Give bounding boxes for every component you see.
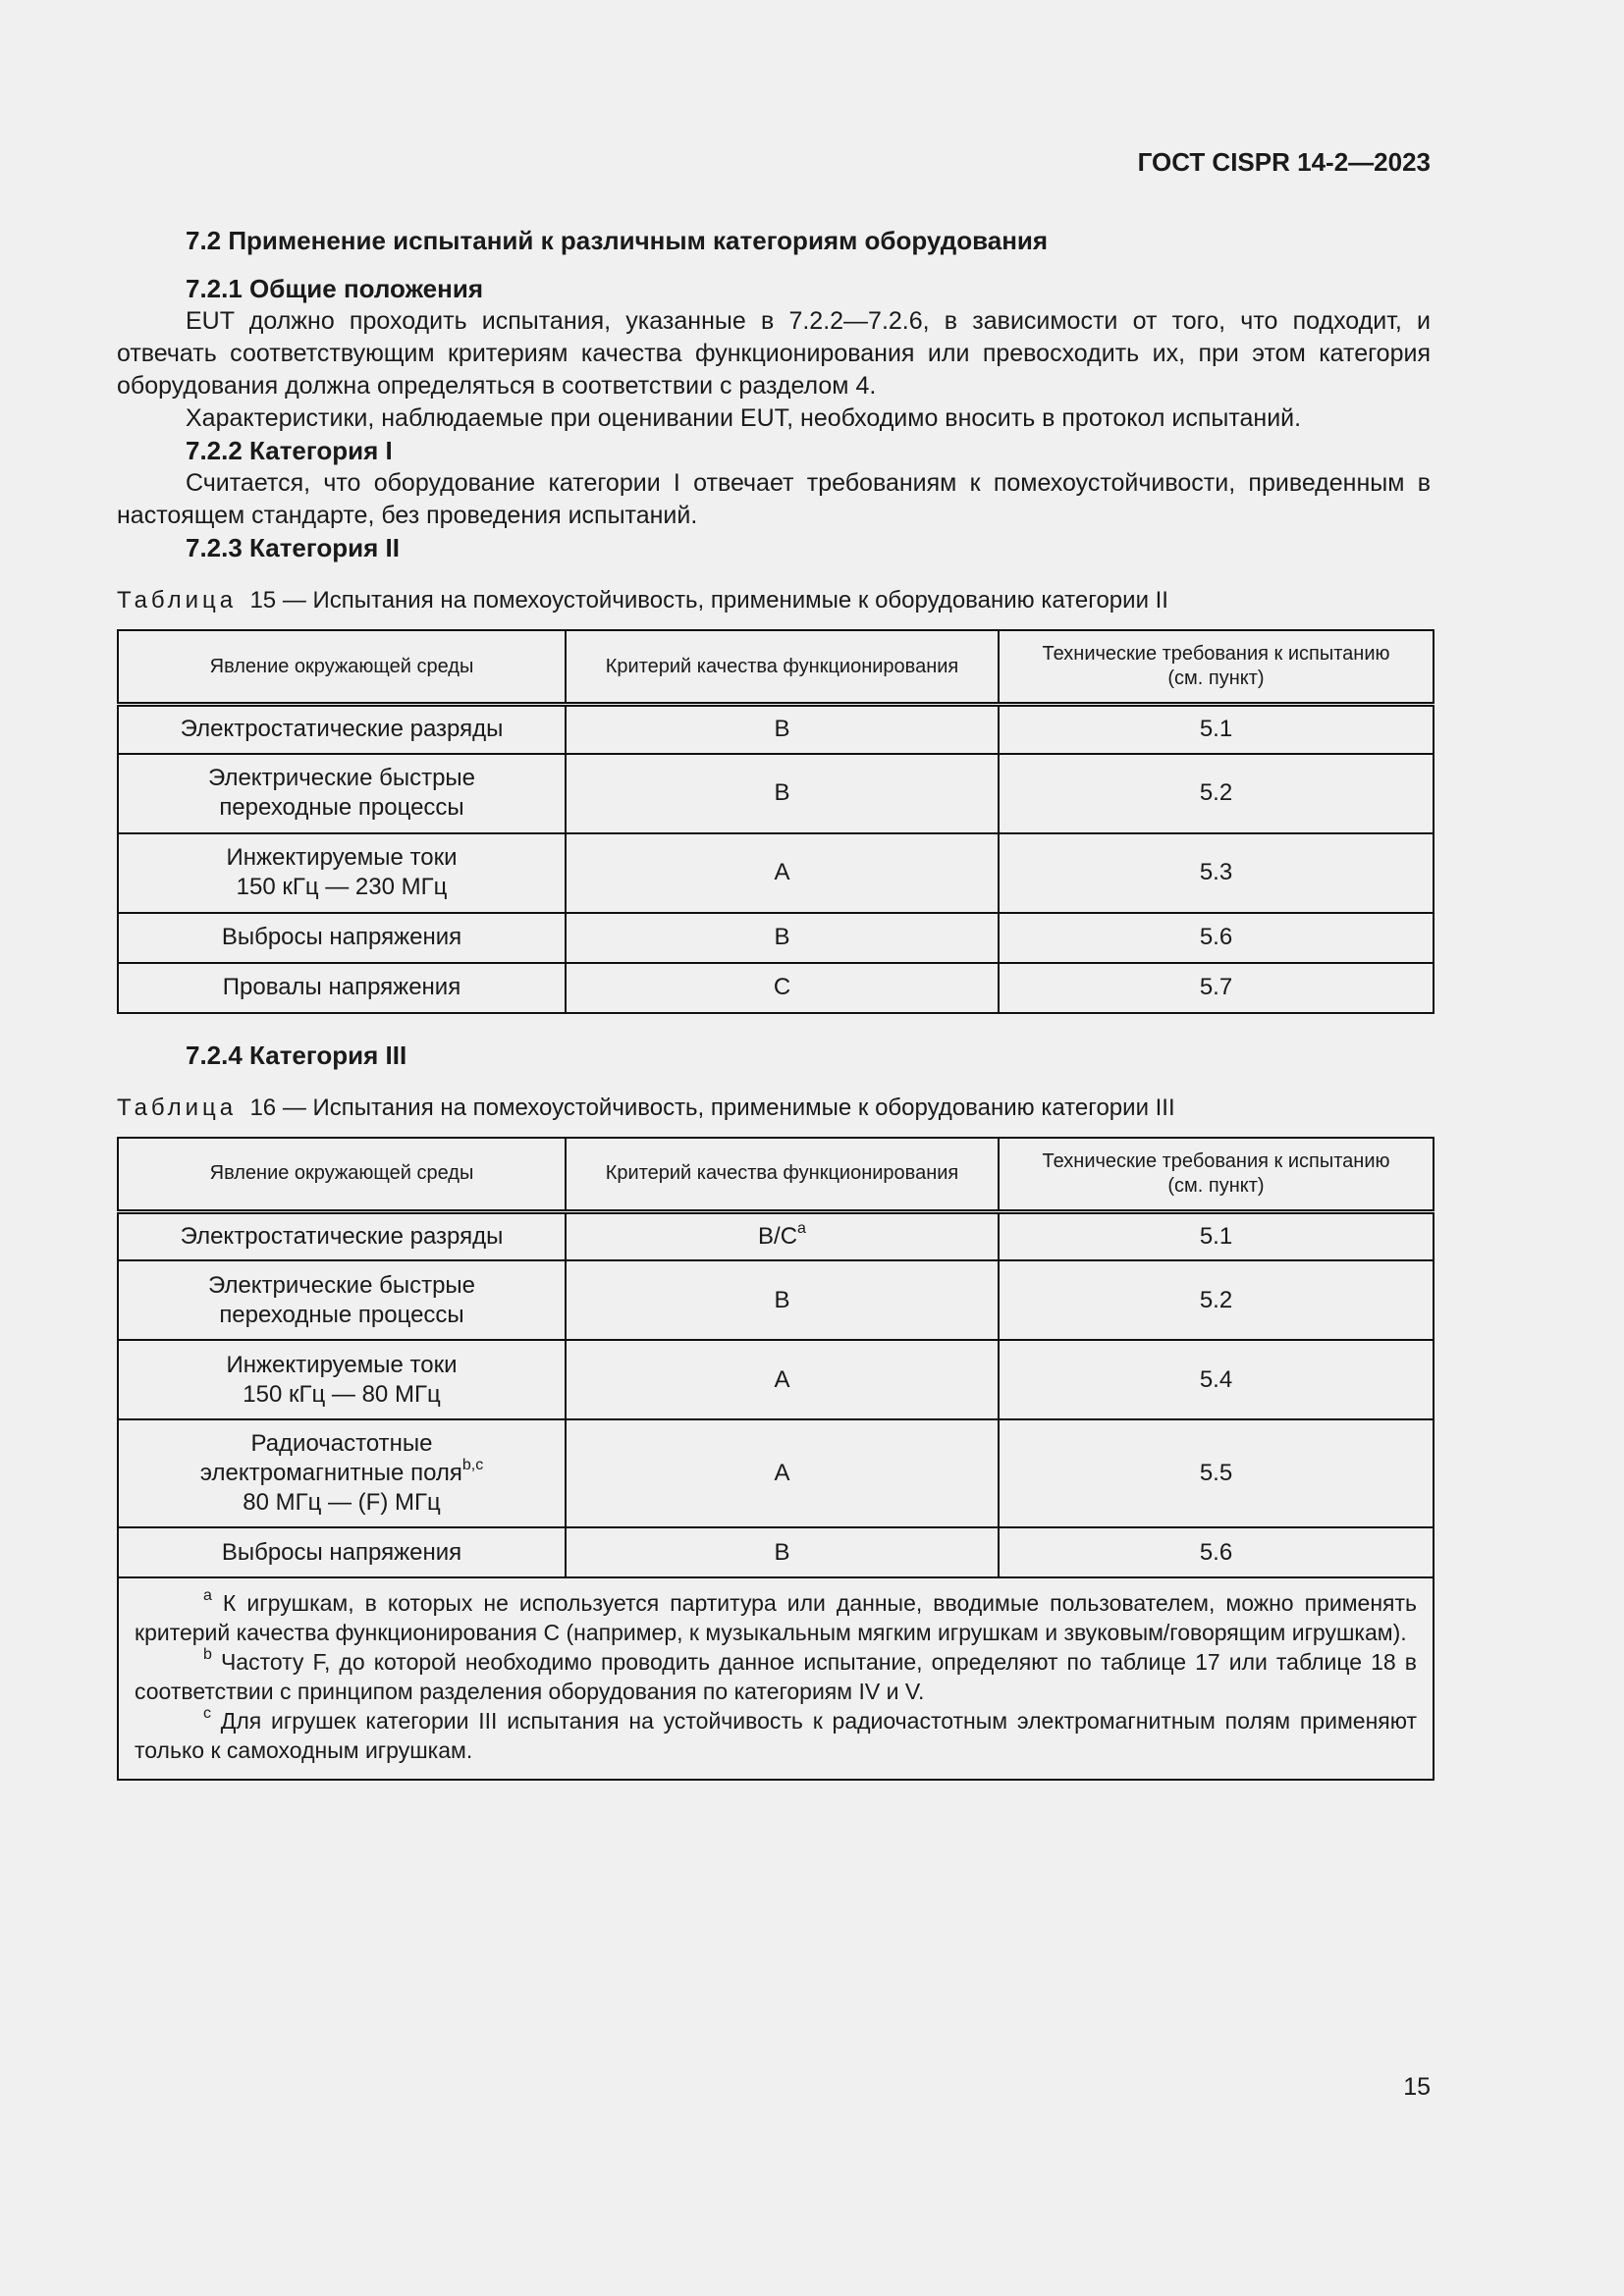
- section-7-2-title: 7.2 Применение испытаний к различным категориям оборудования: [186, 226, 1049, 255]
- table-15-cell: 5.6: [999, 913, 1434, 963]
- table-15-cell: 5.3: [999, 833, 1434, 913]
- table-16-cell: B: [566, 1527, 999, 1577]
- table-16: [117, 1137, 1435, 1782]
- footnote-mark: c: [203, 1705, 211, 1723]
- table-16-cell: Электрические быстрые переходные процессы: [118, 1260, 566, 1340]
- table-15-header-criterion: Критерий качества функционирования: [566, 630, 999, 705]
- table-15-cell: Выбросы напряжения: [118, 913, 566, 963]
- table-16-cell: Инжектируемые токи 150 кГц — 80 МГц: [118, 1340, 566, 1419]
- table-16-cell: 5.4: [999, 1340, 1434, 1419]
- page-content: [117, 224, 1431, 1781]
- footnote-ref-a: a: [797, 1219, 806, 1237]
- phenomenon-line: Радиочастотные: [250, 1430, 433, 1457]
- table-15-cell: B: [566, 754, 999, 833]
- table-15-cell: C: [566, 963, 999, 1013]
- table-16-cell: A: [566, 1340, 999, 1419]
- section-7-2-2-paragraph: Считается, что оборудование категории I отвечает требованиям к помехоустойчивости, приведенным в настоящем стандарте, без проведения испытаний.: [117, 469, 1431, 529]
- table-16-cell: B: [566, 1260, 999, 1340]
- document-id-header: ГОСТ CISPR 14-2—2023: [1137, 147, 1431, 177]
- table-15-cell: Электростатические разряды: [118, 705, 566, 754]
- table-16-footnotes-row: [118, 1577, 1434, 1780]
- footnote-b: [135, 1647, 1417, 1706]
- footnote-text: К игрушкам, в которых не используется партитура или данные, вводимые пользователем, можно применять критерий качества функционирования C (например, к музыкальным мягким игрушкам и звуковым/говорящим игрушкам).: [135, 1590, 1417, 1645]
- table-row: [118, 1211, 1434, 1260]
- table-row: [118, 1260, 1434, 1340]
- table-15-cell: A: [566, 833, 999, 913]
- table-15-cell: 5.1: [999, 705, 1434, 754]
- table-15-header-clause: Технические требования к испытанию (см. пункт): [999, 630, 1434, 705]
- footnote-mark: a: [203, 1587, 212, 1605]
- table-row: [118, 1340, 1434, 1419]
- table-16-caption: [117, 1094, 1431, 1123]
- footnote-mark: b: [203, 1646, 212, 1664]
- section-7-2-3-title: 7.2.3 Категория II: [186, 533, 400, 562]
- table-15-caption: [117, 586, 1431, 615]
- table-16-header-row: [118, 1138, 1434, 1212]
- table-row: [118, 705, 1434, 754]
- table-row: [118, 833, 1434, 913]
- table-15-cell: 5.7: [999, 963, 1434, 1013]
- footnote-a: [135, 1588, 1417, 1647]
- table-row: [118, 1527, 1434, 1577]
- table-15-header-row: [118, 630, 1434, 705]
- table-15-caption-word: Таблица: [117, 587, 238, 614]
- table-15-cell: Инжектируемые токи 150 кГц — 230 МГц: [118, 833, 566, 913]
- footnote-c: [135, 1706, 1417, 1765]
- phenomenon-line: 80 МГц — (F) МГц: [243, 1489, 441, 1516]
- table-15-caption-text: 15 — Испытания на помехоустойчивость, применимые к оборудованию категории II: [249, 587, 1168, 614]
- table-16-cell: [118, 1419, 566, 1527]
- table-row: [118, 754, 1434, 833]
- page-number: 15: [1403, 2073, 1431, 2101]
- footnote-ref-bc: b,c: [461, 1457, 484, 1473]
- table-16-cell: [566, 1211, 999, 1260]
- section-7-2-2-title: 7.2.2 Категория I: [186, 436, 393, 465]
- table-16-header-criterion: Критерий качества функционирования: [566, 1138, 999, 1212]
- table-row: [118, 1419, 1434, 1527]
- criterion-value: B/C: [758, 1222, 798, 1250]
- table-15-cell: 5.2: [999, 754, 1434, 833]
- table-15: [117, 629, 1435, 1014]
- footnote-text: Для игрушек категории III испытания на устойчивость к радиочастотным электромагнитным полям применяют только к самоходным игрушкам.: [135, 1708, 1417, 1763]
- table-16-header-clause: Технические требования к испытанию (см. пункт): [999, 1138, 1434, 1212]
- table-16-cell: Электростатические разряды: [118, 1211, 566, 1260]
- table-15-cell: B: [566, 913, 999, 963]
- table-16-cell: 5.5: [999, 1419, 1434, 1527]
- section-7-2-1-title: 7.2.1 Общие положения: [186, 274, 483, 303]
- table-16-caption-text: 16 — Испытания на помехоустойчивость, применимые к оборудованию категории III: [249, 1094, 1175, 1121]
- table-16-cell: 5.6: [999, 1527, 1434, 1577]
- table-row: [118, 913, 1434, 963]
- table-16-cell: 5.2: [999, 1260, 1434, 1340]
- table-15-cell: Электрические быстрые переходные процессы: [118, 754, 566, 833]
- table-16-cell: A: [566, 1419, 999, 1527]
- table-16-cell: Выбросы напряжения: [118, 1527, 566, 1577]
- table-16-header-phenomenon: Явление окружающей среды: [118, 1138, 566, 1212]
- table-15-cell: Провалы напряжения: [118, 963, 566, 1013]
- table-16-cell: 5.1: [999, 1211, 1434, 1260]
- table-16-footnotes: [118, 1577, 1434, 1780]
- table-15-cell: B: [566, 705, 999, 754]
- table-15-header-phenomenon: Явление окружающей среды: [118, 630, 566, 705]
- table-16-caption-word: Таблица: [117, 1094, 238, 1121]
- section-7-2-1-paragraph-1: EUT должно проходить испытания, указанные в 7.2.2—7.2.6, в зависимости от того, что подходит, и отвечать соответствующим критериям качества функционирования или превосходить их, при этом категория оборудования должна определяться в соответствии с разделом 4.: [117, 307, 1431, 400]
- section-7-2-4-title: 7.2.4 Категория III: [186, 1040, 407, 1070]
- phenomenon-line: электромагнитные поля: [199, 1460, 462, 1486]
- table-row: [118, 963, 1434, 1013]
- footnote-text: Частоту F, до которой необходимо проводить данное испытание, определяют по таблице 17 или таблице 18 в соответствии с принципом разделения оборудования по категориям IV и V.: [135, 1649, 1417, 1704]
- section-7-2-1-paragraph-2: Характеристики, наблюдаемые при оценивании EUT, необходимо вносить в протокол испытаний.: [186, 404, 1302, 432]
